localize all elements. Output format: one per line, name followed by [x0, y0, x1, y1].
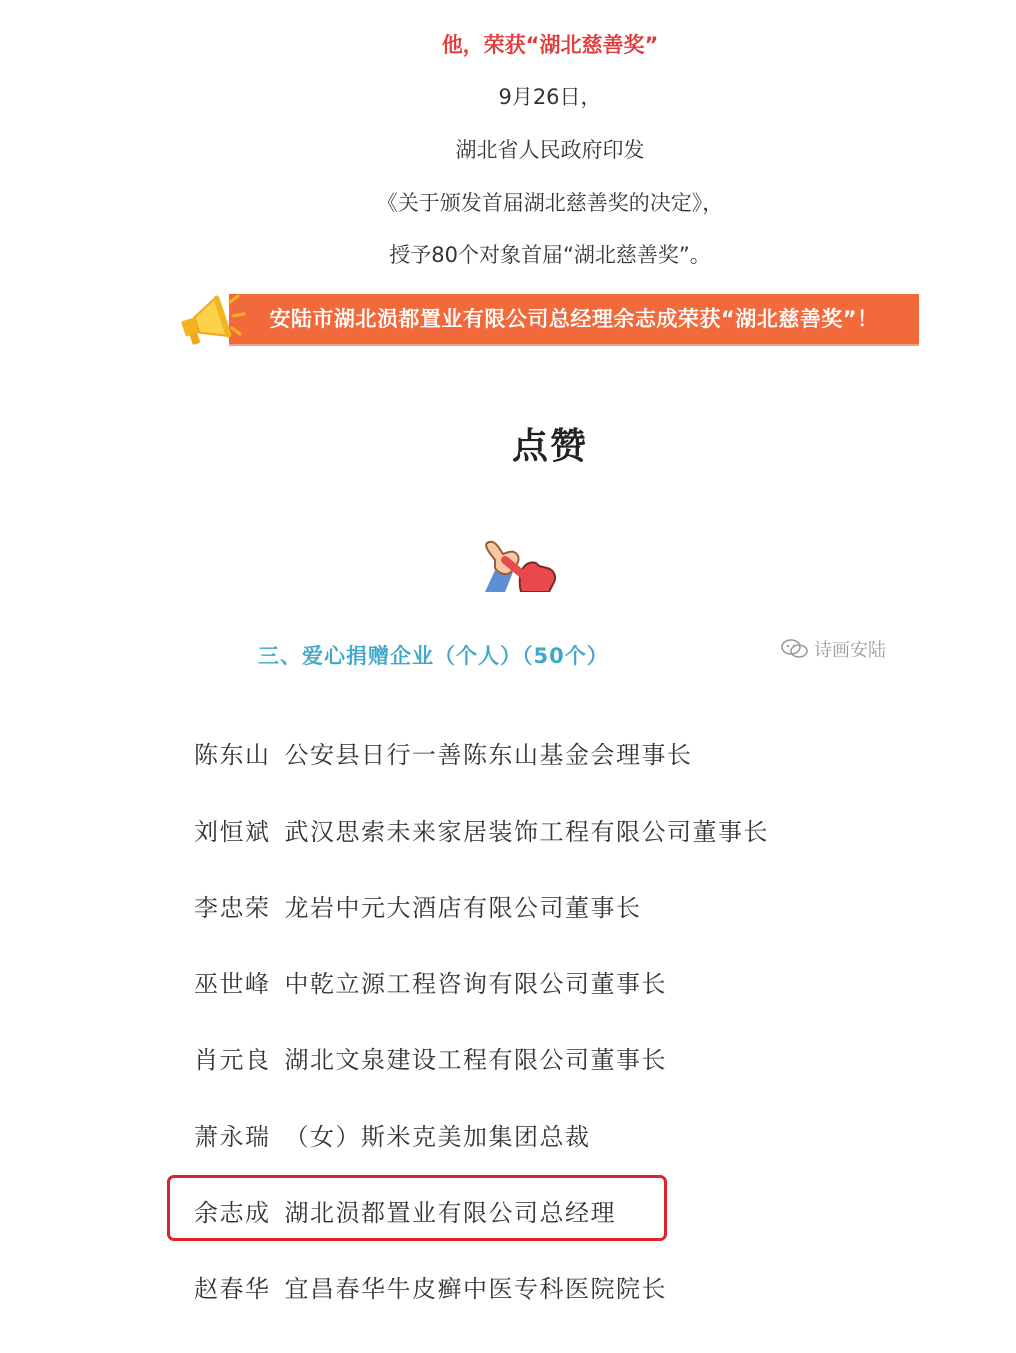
like-heading: 点赞	[511, 426, 588, 467]
awardee-name: 陈东山	[194, 741, 271, 769]
awardee-title: 中乾立源工程咨询有限公司董事长	[284, 970, 667, 998]
list-item	[194, 812, 769, 847]
awardee-name: 余志成	[194, 1199, 271, 1227]
awardee-title: 武汉思索未来家居装饰工程有限公司董事长	[284, 818, 769, 846]
list-item	[194, 735, 693, 770]
article-headline: 他，荣获“湖北慈善奖”	[441, 33, 659, 57]
awardee-name: 赵春华	[194, 1275, 271, 1303]
awardee-title: 湖北涢都置业有限公司总经理	[284, 1199, 616, 1227]
awardee-name: 李忠荣	[194, 894, 271, 922]
megaphone-icon	[176, 292, 248, 348]
date-line: 9月26日，	[498, 85, 602, 109]
awardee-name: 刘恒斌	[194, 818, 271, 846]
list-item	[194, 1269, 667, 1304]
awardee-name: 肖元良	[194, 1046, 271, 1074]
awardee-title: 龙岩中元大酒店有限公司董事长	[284, 894, 642, 922]
section-title: 三、爱心捐赠企业（个人）（50个）	[258, 644, 609, 668]
watermark-text: 诗画安陆	[814, 640, 886, 661]
list-item	[194, 888, 642, 923]
awardee-title: 公安县日行一善陈东山基金会理事长	[284, 741, 693, 769]
awardee-title: 宜昌春华牛皮癣中医专科医院院长	[284, 1275, 667, 1303]
list-item	[194, 964, 667, 999]
list-item	[194, 1040, 667, 1075]
list-item	[194, 1117, 591, 1152]
watermark	[780, 636, 886, 662]
awardee-name: 巫世峰	[194, 970, 271, 998]
award-line: 授予80个对象首届“湖北慈善奖”。	[389, 243, 711, 267]
awardee-title: （女）斯米克美加集团总裁	[284, 1123, 591, 1151]
announcement-banner	[229, 294, 919, 346]
banner-text: 安陆市湖北涢都置业有限公司总经理余志成荣获“湖北慈善奖”！	[269, 307, 879, 331]
issuer-line: 湖北省人民政府印发	[455, 138, 645, 162]
wechat-icon	[780, 638, 810, 660]
awardee-name: 萧永瑞	[194, 1123, 271, 1151]
decision-line: 《关于颁发首届湖北慈善奖的决定》，	[376, 191, 724, 215]
highlight-box	[167, 1175, 667, 1241]
awardee-title: 湖北文泉建设工程有限公司董事长	[284, 1046, 667, 1074]
thumbs-up-icon	[465, 538, 565, 592]
